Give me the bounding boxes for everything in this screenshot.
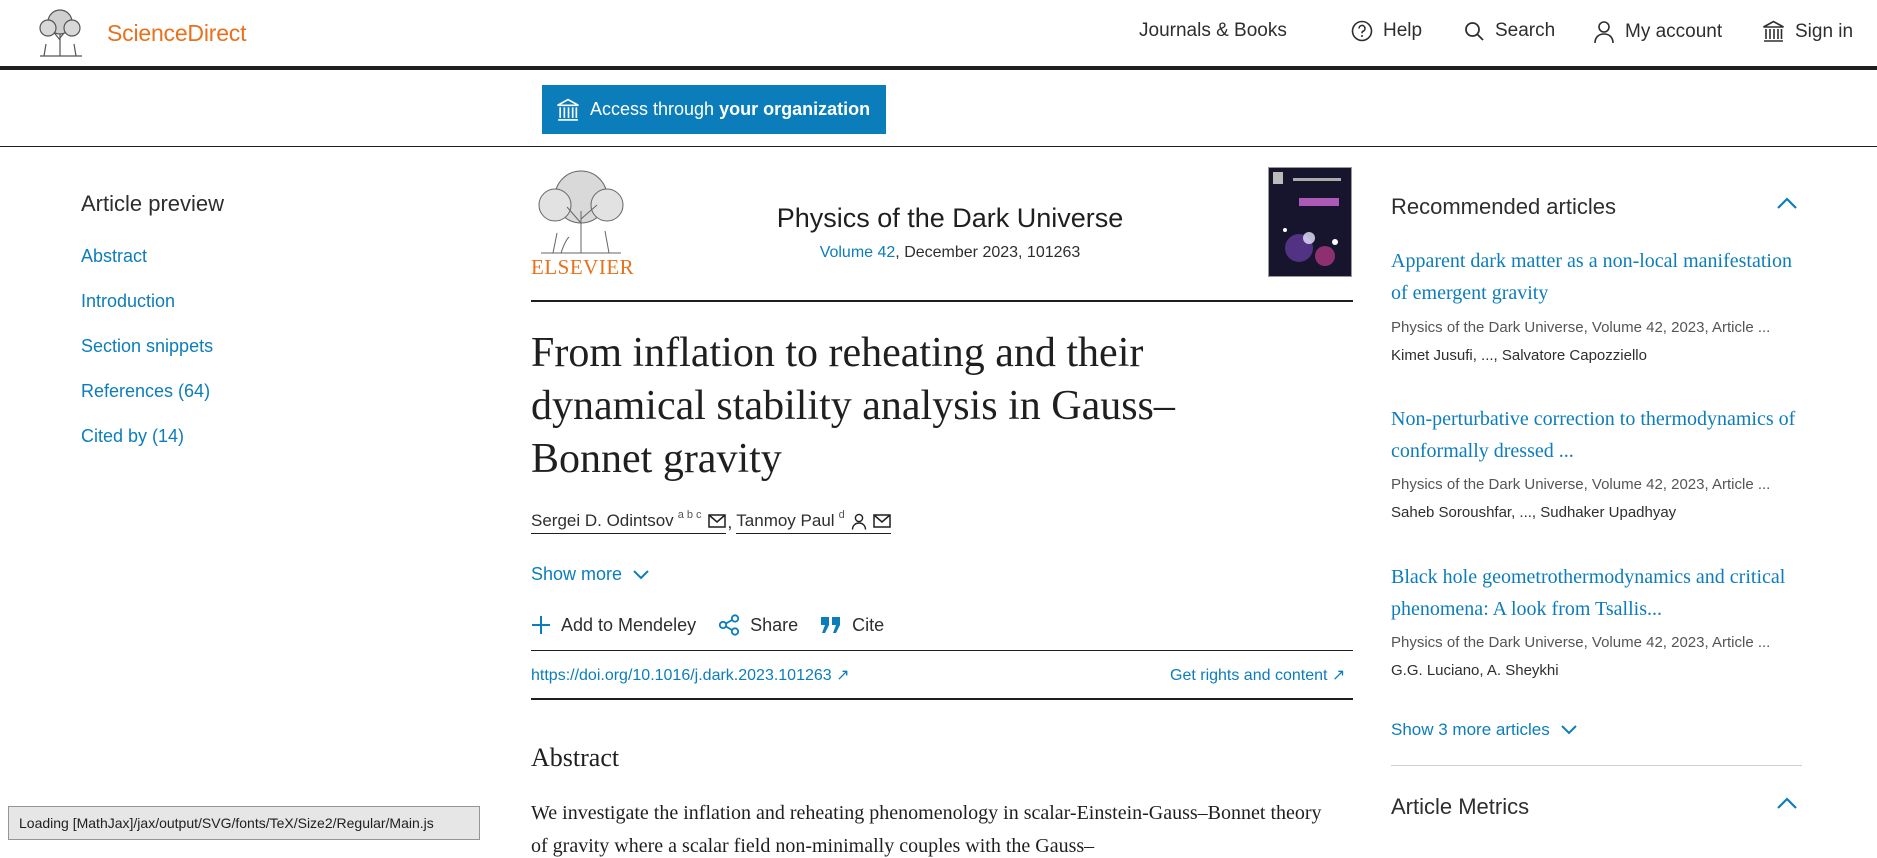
journal-cover-image[interactable] [1268,167,1352,277]
mathjax-loading-status: Loading [MathJax]/jax/output/SVG/fonts/TeX/Size2/Regular/Main.js [8,806,480,840]
nav-search[interactable] [1464,20,1555,42]
doi-text: https://doi.org/10.1016/j.dark.2023.101263 [531,667,832,684]
article-actions [531,614,906,636]
external-link-icon: ↗ [836,667,850,684]
recommended-article-link[interactable]: Apparent dark matter as a non-local manifestation of emergent gravity [1391,250,1792,304]
divider [531,300,1353,302]
elsevier-tree-logo[interactable] [30,6,90,58]
get-rights-link[interactable] [1170,665,1345,685]
toc-link-section-snippets[interactable]: Section snippets [81,336,214,356]
search-icon [1464,21,1485,42]
author-odintsov[interactable] [531,511,726,534]
nav-journals-label: Journals & Books [1139,20,1287,41]
article-title: From inflation to reheating and their dynamical stability analysis in Gauss–Bonnet gravity [531,330,1175,482]
nav-journals-books[interactable] [1139,20,1287,42]
recommended-article-meta: Physics of the Dark Universe, Volume 42, 2023, Article ... [1391,319,1771,336]
author-affiliations: d [838,509,845,521]
show-more-articles-label: Show 3 more articles [1391,720,1550,739]
author-separator: , [727,512,733,532]
nav-my-account-label: My account [1625,21,1723,42]
institution-icon [556,98,580,122]
journal-issue-info: , December 2023, 101263 [895,244,1081,261]
show-more-label: Show more [531,564,623,584]
journal-info [650,244,1250,262]
recommended-articles-title: Recommended articles [1391,194,1616,219]
cite-label: Cite [852,614,885,635]
recommended-article-meta: Physics of the Dark Universe, Volume 42, 2023, Article ... [1391,634,1771,651]
add-to-mendeley-button[interactable] [531,615,696,636]
chevron-up-icon[interactable] [1776,196,1798,210]
access-through-organization-button[interactable] [542,85,886,134]
add-to-mendeley-label: Add to Mendeley [561,614,697,635]
toc-title: Article preview [81,191,225,216]
quote-icon [820,616,842,634]
volume-link[interactable]: Volume 42 [819,244,896,261]
toc-link-references[interactable]: References (64) [81,381,211,401]
top-navigation-bar [0,0,1877,70]
abstract-text: We investigate the inflation and reheating phenomenology in scalar-Einstein-Gauss–Bonnet theory of gravity where a scalar field non-minimally couples with the Gauss– [531,802,1322,857]
nav-sign-in[interactable] [1762,20,1853,43]
access-prefix: Access through [590,99,715,119]
user-icon [851,513,867,530]
recommended-article-link[interactable]: Non-perturbative correction to thermodynamics of conformally dressed ... [1391,408,1796,462]
sciencedirect-brand[interactable]: ScienceDirect [107,20,247,46]
chevron-down-icon [632,569,650,581]
toc-link-cited-by[interactable]: Cited by (14) [81,426,185,446]
toc-link-introduction[interactable]: Introduction [81,291,176,311]
recommended-article-authors: G.G. Luciano, A. Sheykhi [1391,662,1559,679]
author-name: Tanmoy Paul [736,511,835,530]
author-affiliations: a b c [677,509,702,521]
rights-text: Get rights and content [1170,667,1328,684]
recommended-article-authors: Kimet Jusufi, ..., Salvatore Capozziello [1391,347,1647,364]
external-link-icon: ↗ [1331,667,1346,684]
recommended-article-authors: Saheb Soroushfar, ..., Sudhaker Upadhyay [1391,504,1677,521]
nav-search-label: Search [1495,20,1556,41]
share-label: Share [750,614,799,635]
chevron-down-icon [1560,724,1578,736]
nav-help-label: Help [1383,20,1423,41]
journal-title[interactable]: Physics of the Dark Universe [776,203,1124,233]
chevron-up-icon[interactable] [1776,796,1798,810]
elsevier-publisher-logo[interactable] [531,167,631,260]
article-metrics-title: Article Metrics [1391,794,1530,819]
divider [1391,765,1802,766]
recommended-article-link[interactable]: Black hole geometrothermodynamics and critical phenomena: A look from Tsallis... [1391,566,1786,620]
email-icon [873,514,891,528]
cite-button[interactable] [820,615,884,636]
author-list [531,511,891,534]
email-icon [708,514,726,528]
author-paul[interactable] [736,511,890,534]
divider [531,650,1353,651]
author-name: Sergei D. Odintsov [531,511,674,530]
recommended-article-meta: Physics of the Dark Universe, Volume 42, 2023, Article ... [1391,476,1771,493]
nav-sign-in-label: Sign in [1795,20,1854,42]
divider [531,698,1353,700]
share-button[interactable] [718,614,798,636]
institution-icon [1762,20,1785,43]
access-bold: your organization [719,99,871,119]
user-icon [1593,20,1615,44]
share-icon [718,614,740,636]
show-more-button[interactable] [531,564,650,585]
nav-help[interactable] [1351,20,1422,42]
doi-link[interactable] [531,665,850,685]
toc-link-abstract[interactable]: Abstract [81,246,148,266]
plus-icon [531,615,551,635]
access-bar [0,70,1877,147]
nav-my-account[interactable] [1593,20,1722,44]
help-icon [1351,20,1373,42]
abstract-heading: Abstract [531,743,620,772]
show-more-articles-button[interactable] [1391,720,1578,740]
elsevier-wordmark: ELSEVIER [531,255,635,279]
